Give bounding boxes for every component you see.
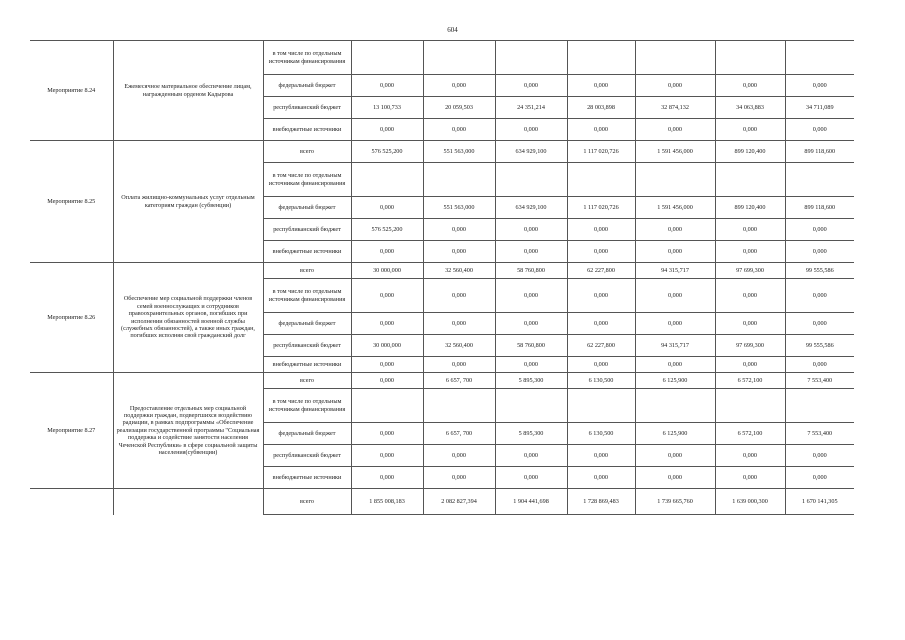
value-cell: 551 563,000 xyxy=(423,141,495,163)
value-cell xyxy=(715,163,785,197)
value-cell: 94 315,717 xyxy=(635,335,715,357)
value-cell: 5 895,300 xyxy=(495,423,567,445)
value-cell: 576 525,200 xyxy=(351,219,423,241)
value-cell: 0,000 xyxy=(351,241,423,263)
value-cell xyxy=(785,389,854,423)
value-cell: 1 591 456,000 xyxy=(635,197,715,219)
measure-label: Мероприятие 8.27 xyxy=(30,373,113,489)
value-cell: 0,000 xyxy=(495,357,567,373)
funding-source: всего xyxy=(263,373,351,389)
table-row xyxy=(30,373,854,389)
value-cell: 6 130,500 xyxy=(567,373,635,389)
value-cell xyxy=(785,163,854,197)
value-cell: 97 699,300 xyxy=(715,335,785,357)
value-cell xyxy=(785,41,854,75)
page-number: 604 xyxy=(447,26,458,34)
value-cell: 7 553,400 xyxy=(785,423,854,445)
value-cell xyxy=(635,41,715,75)
funding-source: в том числе по отдельным источникам финансирования xyxy=(263,389,351,423)
value-cell: 1 639 000,300 xyxy=(715,489,785,515)
value-cell: 634 929,100 xyxy=(495,197,567,219)
value-cell: 5 895,300 xyxy=(495,373,567,389)
value-cell xyxy=(567,389,635,423)
value-cell: 0,000 xyxy=(567,241,635,263)
value-cell: 0,000 xyxy=(715,119,785,141)
value-cell: 899 120,400 xyxy=(715,141,785,163)
value-cell: 2 082 827,394 xyxy=(423,489,495,515)
value-cell: 0,000 xyxy=(785,119,854,141)
measure-name: Оплата жилищно-коммунальных услуг отдельным категориям граждан (субвенции) xyxy=(113,141,263,263)
value-cell: 0,000 xyxy=(635,445,715,467)
value-cell: 1 855 008,183 xyxy=(351,489,423,515)
financing-table xyxy=(30,40,854,515)
value-cell: 899 118,600 xyxy=(785,141,854,163)
value-cell: 20 059,503 xyxy=(423,97,495,119)
value-cell: 0,000 xyxy=(495,119,567,141)
value-cell: 0,000 xyxy=(495,241,567,263)
value-cell: 6 572,100 xyxy=(715,373,785,389)
funding-source: внебюджетные источники xyxy=(263,241,351,263)
funding-source: республиканский бюджет xyxy=(263,97,351,119)
funding-source: в том числе по отдельным источникам финансирования xyxy=(263,163,351,197)
value-cell: 99 555,586 xyxy=(785,335,854,357)
value-cell: 0,000 xyxy=(351,119,423,141)
measure-label xyxy=(30,489,113,515)
value-cell: 0,000 xyxy=(351,423,423,445)
value-cell: 0,000 xyxy=(785,313,854,335)
value-cell: 0,000 xyxy=(423,75,495,97)
value-cell: 0,000 xyxy=(567,119,635,141)
measure-label: Мероприятие 8.26 xyxy=(30,263,113,373)
value-cell: 0,000 xyxy=(567,445,635,467)
funding-source: всего xyxy=(263,489,351,515)
table-row xyxy=(30,41,854,75)
measure-name: Обеспечение мер социальной поддержки членов семей военнослужащих и сотрудников правоохранительных органов, погибших при исполнении обязанностей военной службы (служебных обязанностей), а также иных граждан, погибших исполняя свой гражданский долг xyxy=(113,263,263,373)
value-cell: 0,000 xyxy=(351,313,423,335)
value-cell: 899 120,400 xyxy=(715,197,785,219)
value-cell: 0,000 xyxy=(715,467,785,489)
value-cell: 0,000 xyxy=(785,445,854,467)
value-cell: 0,000 xyxy=(351,373,423,389)
value-cell: 0,000 xyxy=(635,357,715,373)
value-cell xyxy=(715,41,785,75)
funding-source: республиканский бюджет xyxy=(263,219,351,241)
value-cell: 0,000 xyxy=(785,75,854,97)
value-cell: 0,000 xyxy=(351,279,423,313)
value-cell: 6 125,900 xyxy=(635,373,715,389)
value-cell: 7 553,400 xyxy=(785,373,854,389)
value-cell: 6 572,100 xyxy=(715,423,785,445)
value-cell: 634 929,100 xyxy=(495,141,567,163)
value-cell: 0,000 xyxy=(423,219,495,241)
value-cell: 1 904 441,698 xyxy=(495,489,567,515)
value-cell: 1 728 869,483 xyxy=(567,489,635,515)
measure-name: Предоставление отдельных мер социальной поддержки граждан, подвергшихся воздействию радиации, в рамках подпрограммы «Обеспечение реализации государственной программы "Социальная поддержка и содействие занятости населения Чеченской Республики» в сфере социальной защиты населения(субвенции) xyxy=(113,373,263,489)
value-cell: 0,000 xyxy=(785,357,854,373)
value-cell: 1 591 456,000 xyxy=(635,141,715,163)
value-cell: 58 760,800 xyxy=(495,263,567,279)
value-cell: 0,000 xyxy=(567,75,635,97)
value-cell: 0,000 xyxy=(423,357,495,373)
value-cell: 0,000 xyxy=(423,313,495,335)
value-cell xyxy=(495,41,567,75)
value-cell: 0,000 xyxy=(567,219,635,241)
value-cell: 1 739 665,760 xyxy=(635,489,715,515)
funding-source: внебюджетные источники xyxy=(263,119,351,141)
value-cell: 0,000 xyxy=(635,313,715,335)
value-cell: 0,000 xyxy=(351,467,423,489)
value-cell: 899 118,600 xyxy=(785,197,854,219)
value-cell: 32 874,132 xyxy=(635,97,715,119)
measure-name xyxy=(113,489,263,515)
value-cell: 6 125,900 xyxy=(635,423,715,445)
value-cell: 0,000 xyxy=(635,219,715,241)
value-cell: 32 560,400 xyxy=(423,263,495,279)
measure-label: Мероприятие 8.24 xyxy=(30,41,113,141)
value-cell xyxy=(351,389,423,423)
value-cell: 94 315,717 xyxy=(635,263,715,279)
value-cell: 97 699,300 xyxy=(715,263,785,279)
value-cell: 0,000 xyxy=(715,219,785,241)
value-cell xyxy=(495,389,567,423)
value-cell: 1 117 020,726 xyxy=(567,141,635,163)
table-row xyxy=(30,263,854,279)
value-cell xyxy=(351,163,423,197)
funding-source: внебюджетные источники xyxy=(263,357,351,373)
value-cell: 0,000 xyxy=(635,75,715,97)
value-cell: 0,000 xyxy=(715,75,785,97)
value-cell xyxy=(423,163,495,197)
value-cell: 6 657, 700 xyxy=(423,423,495,445)
table-row xyxy=(30,489,854,515)
value-cell: 0,000 xyxy=(423,119,495,141)
funding-source: в том числе по отдельным источникам финансирования xyxy=(263,279,351,313)
value-cell: 0,000 xyxy=(495,445,567,467)
value-cell: 0,000 xyxy=(495,75,567,97)
value-cell: 0,000 xyxy=(715,445,785,467)
value-cell xyxy=(635,389,715,423)
value-cell: 0,000 xyxy=(785,279,854,313)
measure-label: Мероприятие 8.25 xyxy=(30,141,113,263)
value-cell: 6 657, 700 xyxy=(423,373,495,389)
value-cell: 0,000 xyxy=(351,357,423,373)
funding-source: республиканский бюджет xyxy=(263,335,351,357)
value-cell: 62 227,800 xyxy=(567,263,635,279)
value-cell: 0,000 xyxy=(635,467,715,489)
value-cell: 30 000,000 xyxy=(351,335,423,357)
value-cell: 0,000 xyxy=(567,279,635,313)
value-cell xyxy=(567,163,635,197)
value-cell xyxy=(351,41,423,75)
value-cell: 62 227,800 xyxy=(567,335,635,357)
value-cell: 32 560,400 xyxy=(423,335,495,357)
value-cell xyxy=(567,41,635,75)
value-cell: 1 670 141,305 xyxy=(785,489,854,515)
value-cell: 0,000 xyxy=(785,219,854,241)
value-cell xyxy=(495,163,567,197)
funding-source: всего xyxy=(263,141,351,163)
value-cell: 0,000 xyxy=(567,357,635,373)
value-cell: 6 130,500 xyxy=(567,423,635,445)
value-cell: 34 063,883 xyxy=(715,97,785,119)
value-cell: 0,000 xyxy=(635,241,715,263)
value-cell: 0,000 xyxy=(785,241,854,263)
funding-source: федеральный бюджет xyxy=(263,423,351,445)
funding-source: внебюджетные источники xyxy=(263,467,351,489)
value-cell xyxy=(423,389,495,423)
value-cell: 0,000 xyxy=(495,313,567,335)
value-cell: 551 563,000 xyxy=(423,197,495,219)
value-cell: 0,000 xyxy=(423,241,495,263)
value-cell: 0,000 xyxy=(423,279,495,313)
table-row xyxy=(30,141,854,163)
value-cell: 0,000 xyxy=(715,241,785,263)
value-cell xyxy=(715,389,785,423)
funding-source: федеральный бюджет xyxy=(263,313,351,335)
funding-source: всего xyxy=(263,263,351,279)
value-cell: 0,000 xyxy=(567,467,635,489)
value-cell: 0,000 xyxy=(715,357,785,373)
value-cell: 34 711,089 xyxy=(785,97,854,119)
value-cell: 0,000 xyxy=(423,445,495,467)
value-cell: 0,000 xyxy=(423,467,495,489)
value-cell: 99 555,586 xyxy=(785,263,854,279)
funding-source: республиканский бюджет xyxy=(263,445,351,467)
funding-source: в том числе по отдельным источникам финансирования xyxy=(263,41,351,75)
funding-source: федеральный бюджет xyxy=(263,197,351,219)
value-cell: 1 117 020,726 xyxy=(567,197,635,219)
value-cell: 30 000,000 xyxy=(351,263,423,279)
value-cell: 28 003,898 xyxy=(567,97,635,119)
value-cell: 13 100,733 xyxy=(351,97,423,119)
value-cell: 0,000 xyxy=(495,219,567,241)
value-cell: 576 525,200 xyxy=(351,141,423,163)
value-cell: 0,000 xyxy=(715,313,785,335)
value-cell: 0,000 xyxy=(351,445,423,467)
value-cell: 0,000 xyxy=(635,119,715,141)
value-cell: 0,000 xyxy=(495,467,567,489)
value-cell xyxy=(635,163,715,197)
value-cell: 0,000 xyxy=(567,313,635,335)
funding-source: федеральный бюджет xyxy=(263,75,351,97)
value-cell: 0,000 xyxy=(495,279,567,313)
value-cell xyxy=(423,41,495,75)
value-cell: 0,000 xyxy=(785,467,854,489)
value-cell: 0,000 xyxy=(715,279,785,313)
value-cell: 0,000 xyxy=(351,75,423,97)
value-cell: 24 351,214 xyxy=(495,97,567,119)
value-cell: 0,000 xyxy=(635,279,715,313)
value-cell: 58 760,800 xyxy=(495,335,567,357)
value-cell: 0,000 xyxy=(351,197,423,219)
measure-name: Ежемесячное материальное обеспечение лицам, награжденным орденом Кадырова xyxy=(113,41,263,141)
